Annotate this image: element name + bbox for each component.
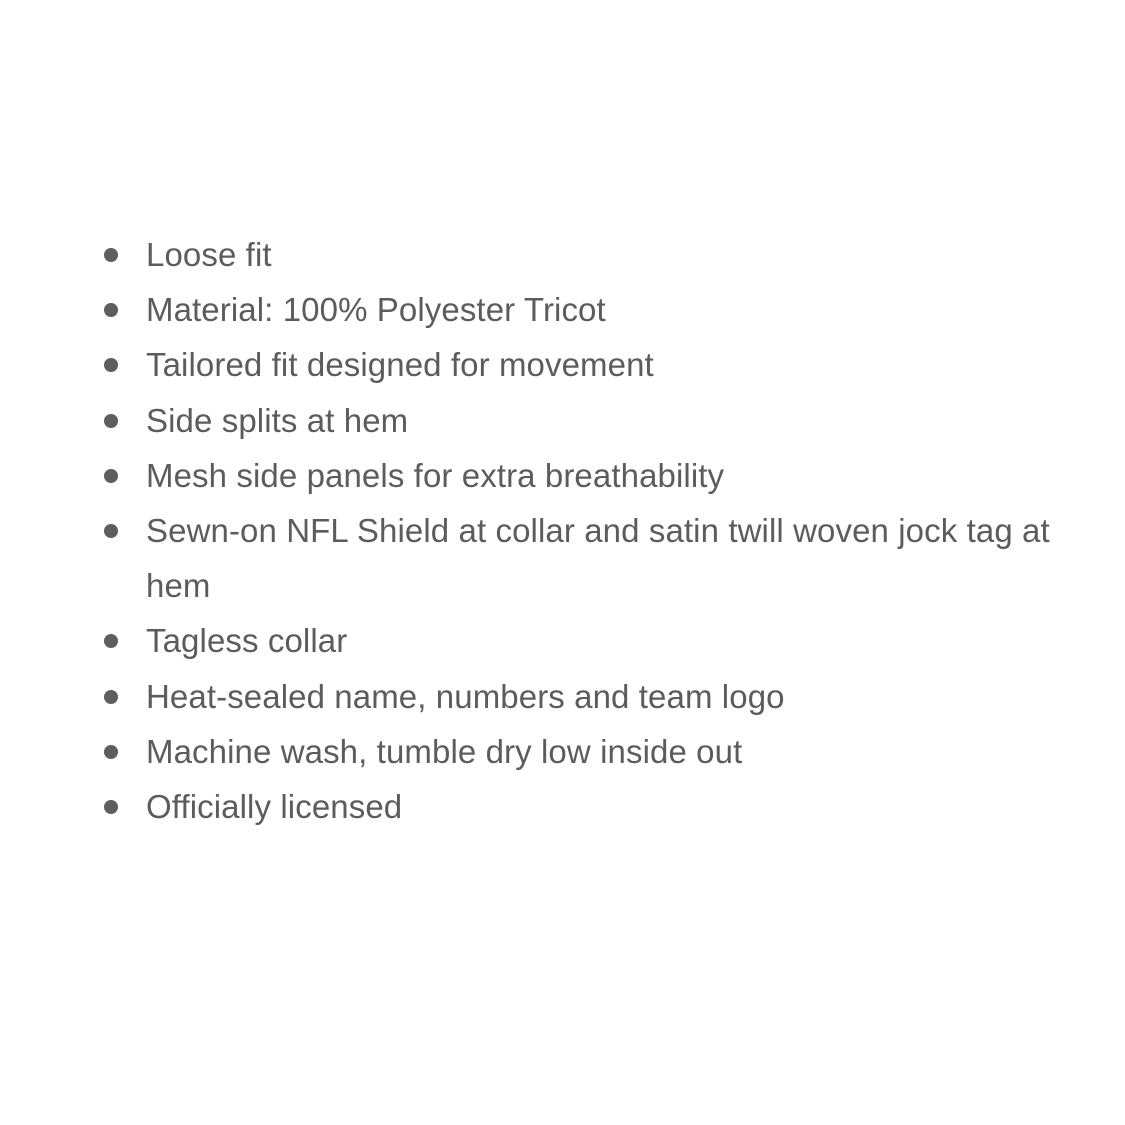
feature-text: Machine wash, tumble dry low inside out (146, 732, 743, 770)
feature-text: Tailored fit designed for movement (146, 346, 654, 384)
feature-text: Mesh side panels for extra breathability (146, 456, 725, 494)
feature-item (0, 448, 1125, 503)
feature-text: Heat-sealed name, numbers and team logo (146, 677, 785, 715)
feature-text: Officially licensed (146, 788, 403, 826)
bullet-dot-icon (104, 303, 118, 317)
bullet-dot-icon (104, 248, 118, 262)
feature-text: Side splits at hem (146, 401, 409, 439)
feature-item (0, 337, 1125, 392)
feature-item (0, 282, 1125, 337)
product-feature-list (0, 227, 1125, 834)
bullet-dot-icon (104, 800, 118, 814)
feature-item (0, 613, 1125, 668)
bullet-dot-icon (104, 745, 118, 759)
feature-item (0, 227, 1125, 282)
bullet-dot-icon (104, 524, 118, 538)
feature-text: Material: 100% Polyester Tricot (146, 291, 606, 329)
bullet-dot-icon (104, 414, 118, 428)
feature-item (0, 724, 1125, 779)
feature-item (0, 393, 1125, 448)
feature-item (0, 503, 1125, 613)
bullet-dot-icon (104, 690, 118, 704)
feature-item (0, 669, 1125, 724)
bullet-dot-icon (104, 358, 118, 372)
feature-text: Sewn-on NFL Shield at collar and satin twill woven jock tag at hem (146, 512, 1050, 605)
bullet-dot-icon (104, 469, 118, 483)
bullet-dot-icon (104, 634, 118, 648)
feature-text: Loose fit (146, 236, 272, 273)
feature-text: Tagless collar (146, 622, 348, 660)
feature-item (0, 779, 1125, 834)
